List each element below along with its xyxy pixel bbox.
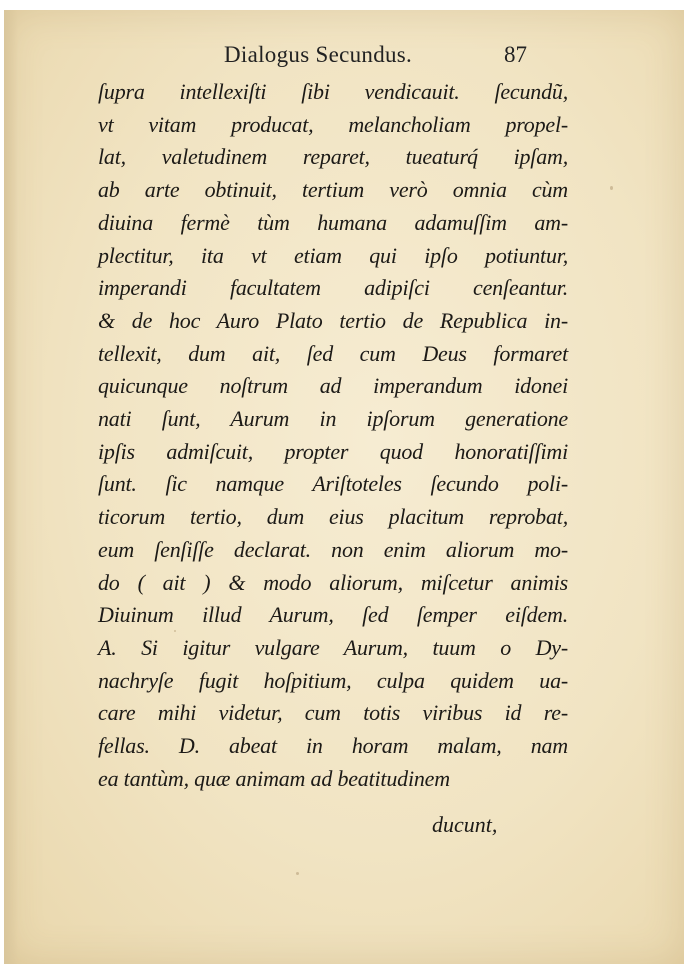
text-line: nachryſe fugit hoſpitium, culpa quidem ua- (98, 667, 568, 693)
text-line: do ( ait ) & modo aliorum, miſcetur animis (98, 569, 568, 595)
text-line: tellexit, dum ait, ſed cum Deus formaret (98, 340, 568, 366)
body-text (98, 76, 568, 795)
text-line: eum ſenſiſſe declarat. non enim aliorum mo- (98, 536, 568, 562)
text-line: fellas. D. abeat in horam malam, nam (98, 733, 568, 759)
text-line: vt vitam producat, melancholiam propel- (98, 111, 568, 137)
text-line: diuina fermè tùm humana adamuſſim am- (98, 209, 568, 235)
page-number: 87 (504, 42, 527, 67)
text-line: plectitur, ita vt etiam qui ipſo potiuntur, (98, 242, 568, 268)
paper-speck (296, 872, 299, 875)
paper-speck (174, 630, 176, 632)
text-line: Diuinum illud Aurum, ſed ſemper eiſdem. (98, 602, 568, 628)
text-line: ea tantùm, quæ animam ad beatitudinem (98, 765, 450, 791)
page-spine-shadow (4, 10, 18, 964)
text-line: lat, valetudinem reparet, tueaturq́ ipſam, (98, 144, 568, 170)
text-line: imperandi facultatem adipiſci cenſeantur. (98, 275, 568, 301)
text-line: ab arte obtinuit, tertium verò omnia cùm (98, 177, 568, 203)
book-page (4, 10, 684, 964)
text-line: A. Si igitur vulgare Aurum, tuum o Dy- (98, 634, 568, 660)
running-header: Dialogus Secundus. (224, 42, 413, 67)
paper-speck (610, 186, 613, 190)
text-line: & de hoc Auro Plato tertio de Republica in- (98, 307, 568, 333)
catchword: ducunt, (432, 812, 498, 837)
text-line: care mihi videtur, cum totis viribus id re- (98, 700, 568, 726)
text-line: ticorum tertio, dum eius placitum reprobat, (98, 504, 568, 530)
text-line: nati ſunt, Aurum in ipſorum generatione (98, 406, 568, 432)
text-line: ſunt. ſic namque Ariſtoteles ſecundo poli- (98, 471, 568, 497)
text-line: ſupra intellexiſti ſibi vendicauit. ſecundũ, (98, 79, 568, 104)
text-line: quicunque noſtrum ad imperandum idonei (98, 373, 568, 399)
text-line: ipſis admiſcuit, propter quod honoratiſſimi (98, 438, 568, 464)
